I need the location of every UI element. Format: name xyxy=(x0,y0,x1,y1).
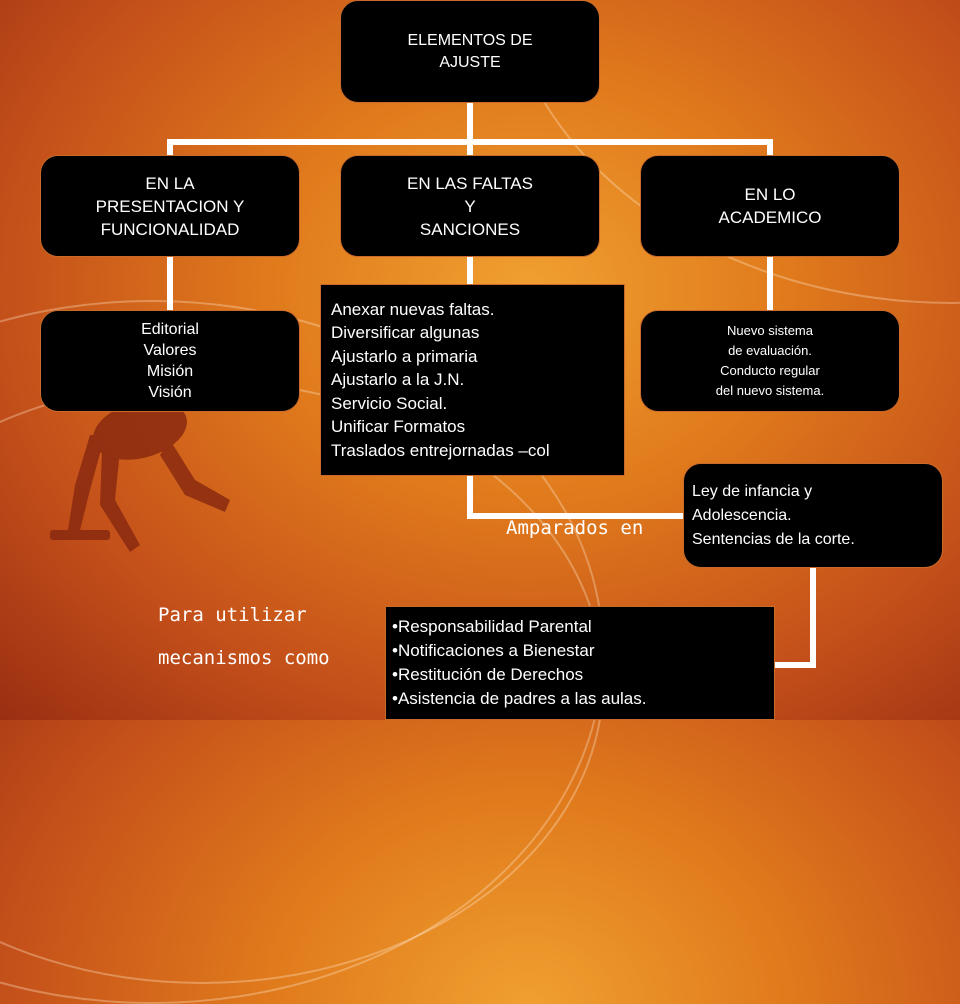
presentacion-item: Editorial xyxy=(141,321,199,338)
category-line: EN LO xyxy=(744,185,796,204)
legal-item: Ley de infancia y xyxy=(692,482,813,500)
faltas-item: Ajustarlo a la J.N. xyxy=(331,370,465,390)
legal-item: Sentencias de la corte. xyxy=(692,530,855,548)
legal-item: Adolescencia. xyxy=(692,506,792,524)
category-academico xyxy=(640,155,900,257)
mechanism-item: • Asistencia de padres a las aulas. xyxy=(392,687,647,711)
faltas-item: Traslados entrejornadas –col xyxy=(331,440,550,460)
category-line: PRESENTACION Y xyxy=(95,196,245,216)
academico-items-box xyxy=(640,310,900,412)
legal-box xyxy=(683,463,943,568)
faltas-items-box xyxy=(320,284,625,476)
category-line: SANCIONES xyxy=(419,219,521,239)
faltas-item: Ajustarlo a primaria xyxy=(331,346,478,366)
root-node xyxy=(340,0,600,103)
category-faltas xyxy=(340,155,600,257)
presentacion-item: Misión xyxy=(146,363,194,380)
category-line: EN LA xyxy=(145,173,195,193)
faltas-item: Servicio Social. xyxy=(331,393,448,413)
mechanisms-box xyxy=(385,606,775,720)
connector-legal-to-mech-h xyxy=(772,662,816,668)
academico-item: de evaluación. xyxy=(728,343,812,358)
category-presentacion xyxy=(40,155,300,257)
para-utilizar-label: Para utilizar xyxy=(158,604,307,626)
connector-right-items xyxy=(767,256,773,311)
mechanism-item: • Notificaciones a Bienestar xyxy=(392,639,647,663)
category-line: Y xyxy=(464,196,476,216)
mechanism-item: • Restitución de Derechos xyxy=(392,663,647,687)
connector-root-down xyxy=(467,102,473,142)
faltas-item: Diversificar algunas xyxy=(331,323,480,343)
academico-item: del nuevo sistema. xyxy=(715,383,825,398)
academico-item: Conducto regular xyxy=(720,363,820,378)
root-line: ELEMENTOS DE xyxy=(407,31,533,49)
presentacion-items-box xyxy=(40,310,300,412)
faltas-item: Anexar nuevas faltas. xyxy=(331,299,495,319)
connector-mid-items xyxy=(467,256,473,286)
presentacion-item: Visión xyxy=(148,384,192,401)
faltas-item: Unificar Formatos xyxy=(331,417,466,437)
category-line: ACADEMICO xyxy=(718,208,822,227)
category-line: FUNCIONALIDAD xyxy=(100,219,240,239)
presentacion-item: Valores xyxy=(143,342,197,359)
academico-item: Nuevo sistema xyxy=(727,323,813,338)
amparados-label: Amparados en xyxy=(506,517,644,539)
connector-legal-to-mech-v xyxy=(810,566,816,668)
connector-left-items xyxy=(167,256,173,311)
mechanism-item: • Responsabilidad Parental xyxy=(392,615,647,639)
mechanisms-list xyxy=(392,615,647,711)
root-line: AJUSTE xyxy=(439,53,501,71)
category-line: EN LAS FALTAS xyxy=(407,173,533,193)
mecanismos-label: mecanismos como xyxy=(158,647,330,669)
